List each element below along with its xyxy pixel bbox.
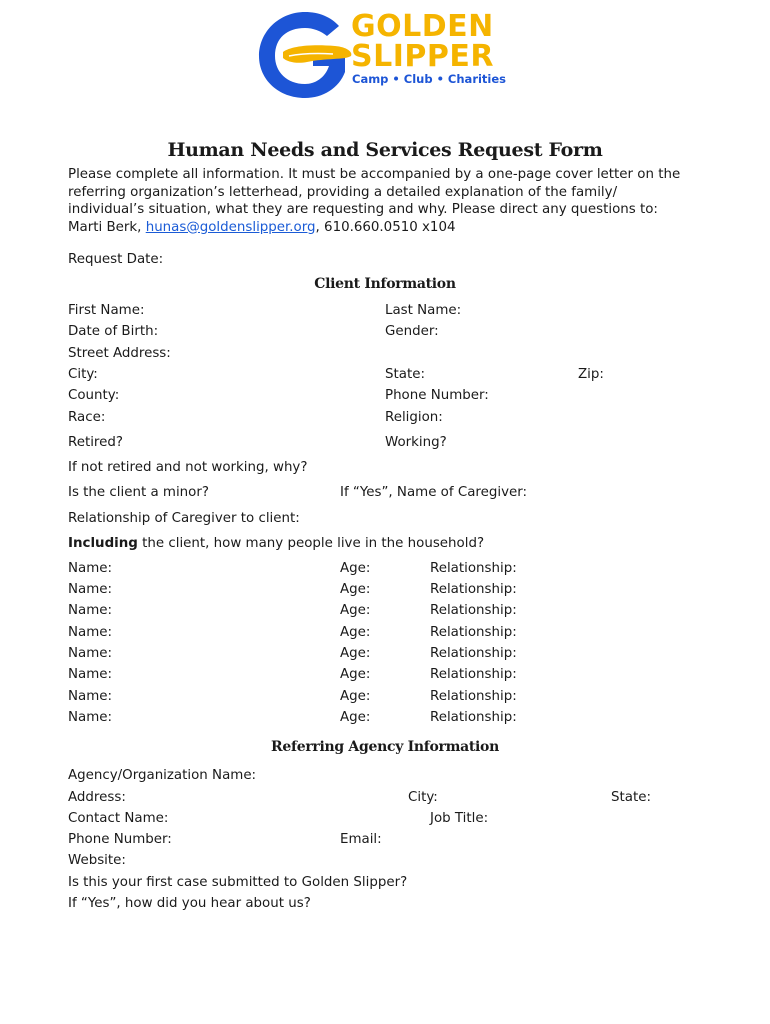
household-text: the client, how many people live in the household? [137,536,485,551]
member-name-label: Name: [68,667,113,682]
member-relationship-label: Relationship: [430,646,517,661]
household-bold-text: Including [68,536,138,551]
member-relationship-label: Relationship: [430,710,517,725]
gender-label: Gender: [385,324,439,339]
hear-about-label: If “Yes”, how did you hear about us? [68,896,311,911]
member-relationship-label: Relationship: [430,625,517,640]
agency-name-label: Agency/Organization Name: [68,768,257,783]
logo-tagline: Camp • Club • Charities [352,72,507,86]
intro-line [68,219,718,237]
phone-number-label: Phone Number: [385,388,489,403]
street-address-label: Street Address: [68,346,171,361]
race-label: Race: [68,410,106,425]
member-relationship-label: Relationship: [430,603,517,618]
contact-name-label: Contact Name: [68,811,169,826]
member-age-label: Age: [340,689,371,704]
minor-label: Is the client a minor? [68,485,209,500]
email-link[interactable]: hunas@goldenslipper.org [145,219,316,235]
intro-line: individual’s situation, what they are requesting and why. Please direct any questions to: [68,202,658,217]
religion-label: Religion: [385,410,443,425]
member-name-label: Name: [68,710,113,725]
retired-label: Retired? [68,435,123,450]
agency-address-label: Address: [68,790,126,805]
member-name-label: Name: [68,561,113,576]
job-title-label: Job Title: [430,811,489,826]
household-count-label [68,535,484,553]
member-name-label: Name: [68,603,113,618]
g-slipper-icon [255,8,355,100]
agency-info-heading: Referring Agency Information [271,739,499,755]
dob-label: Date of Birth: [68,324,159,339]
member-relationship-label: Relationship: [430,667,517,682]
client-info-heading: Client Information [314,276,456,292]
not-working-reason-label: If not retired and not working, why? [68,460,308,475]
member-age-label: Age: [340,561,371,576]
member-relationship-label: Relationship: [430,561,517,576]
member-relationship-label: Relationship: [430,689,517,704]
website-label: Website: [68,853,126,868]
member-name-label: Name: [68,625,113,640]
member-name-label: Name: [68,646,113,661]
form-title: Human Needs and Services Request Form [167,139,603,161]
agency-city-label: City: [408,790,438,805]
zip-label: Zip: [578,367,604,382]
county-label: County: [68,388,120,403]
state-label: State: [385,367,425,382]
first-case-label: Is this your first case submitted to Golden Slipper? [68,875,408,890]
intro-line: referring organization’s letterhead, providing a detailed explanation of the family/ [68,184,618,200]
logo-word-golden: GOLDEN [351,9,494,44]
contact-name: Marti Berk, [68,219,146,235]
caregiver-relationship-label: Relationship of Caregiver to client: [68,511,300,526]
golden-slipper-logo [255,8,507,100]
last-name-label: Last Name: [385,303,462,318]
intro-line: Please complete all information. It must be accompanied by a one-page cover letter on the [68,167,681,182]
member-age-label: Age: [340,710,371,725]
caregiver-name-label: If “Yes”, Name of Caregiver: [340,485,528,500]
agency-state-label: State: [611,790,651,805]
first-name-label: First Name: [68,303,145,318]
member-age-label: Age: [340,603,371,618]
working-label: Working? [385,435,447,450]
city-label: City: [68,367,98,382]
intro-paragraph [68,166,718,236]
member-age-label: Age: [340,646,371,661]
member-name-label: Name: [68,582,113,597]
member-name-label: Name: [68,689,113,704]
contact-phone: , 610.660.0510 x104 [315,219,456,235]
member-age-label: Age: [340,667,371,682]
agency-phone-label: Phone Number: [68,832,172,847]
logo-word-slipper: SLIPPER [351,39,494,74]
agency-email-label: Email: [340,832,382,847]
member-relationship-label: Relationship: [430,582,517,597]
member-age-label: Age: [340,625,371,640]
request-date-label: Request Date: [68,252,164,267]
member-age-label: Age: [340,582,371,597]
